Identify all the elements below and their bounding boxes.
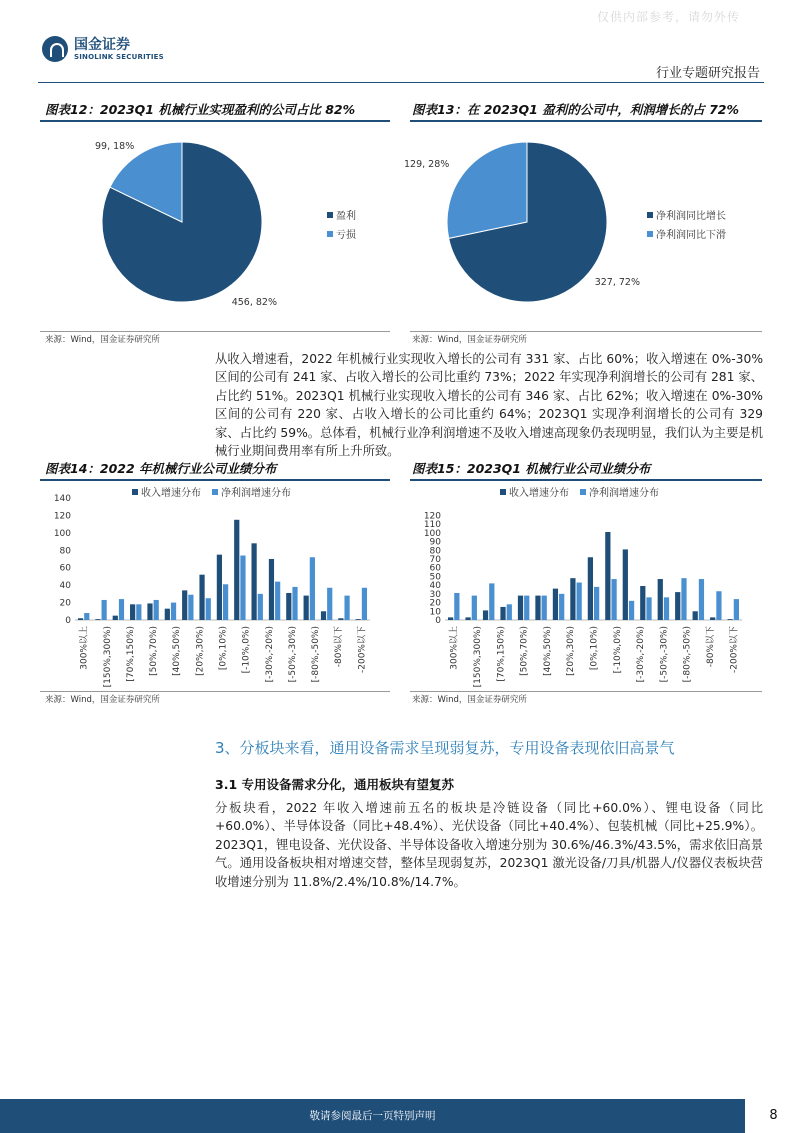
fig14-title: 图表14：2022 年机械行业公司业绩分布	[45, 461, 277, 476]
bar-0-11	[269, 559, 274, 620]
legend-label-0: 收入增速分布	[509, 488, 569, 499]
x-tick-label-10: [-80%,-50%)	[682, 626, 693, 683]
x-tick-label-4: [40%,50%)	[542, 626, 553, 676]
fig13-source: 来源：Wind，国金证券研究所	[412, 335, 527, 345]
bar-1-8	[223, 584, 228, 620]
x-tick-label-1: [150%,300%)	[102, 626, 113, 688]
fig14-bottom-rule	[40, 691, 390, 692]
bar-1-16	[362, 588, 367, 620]
bar-0-16	[728, 619, 733, 620]
bar-0-16	[356, 619, 361, 620]
bar-0-12	[658, 579, 663, 620]
sub-heading: 3.1 专用设备需求分化，通用板块有望复苏	[215, 777, 454, 792]
y-tick-label-10: 100	[423, 528, 441, 539]
bar-0-15	[710, 617, 715, 620]
x-tick-label-12: -200%以下	[729, 626, 740, 673]
y-tick-label-2: 20	[429, 598, 441, 609]
y-tick-label-9: 90	[429, 537, 441, 548]
pie-data-label-0: 327, 72%	[594, 277, 640, 288]
x-tick-label-2: [70%,150%)	[496, 626, 507, 682]
footer-disclaimer: 敬请参阅最后一页特别声明	[309, 1110, 436, 1122]
fig15-bottom-rule	[410, 691, 762, 692]
legend-label-1: 净利润同比下滑	[656, 230, 726, 241]
pie-slice-1	[447, 142, 527, 238]
fig15-bar-chart	[410, 481, 762, 690]
legend-swatch-1	[647, 231, 653, 237]
x-tick-label-2: [70%,150%)	[125, 626, 136, 682]
bar-0-13	[675, 592, 680, 620]
bar-1-0	[84, 613, 89, 620]
legend-label-0: 净利润同比增长	[656, 211, 726, 222]
bar-0-2	[113, 616, 118, 620]
x-tick-label-5: [20%,30%)	[195, 626, 206, 676]
bar-0-9	[234, 520, 239, 620]
bar-1-7	[577, 583, 582, 620]
y-tick-label-5: 50	[429, 572, 441, 583]
legend-swatch-1	[580, 489, 586, 495]
bar-0-7	[570, 578, 575, 620]
legend-swatch-0	[500, 489, 506, 495]
y-tick-label-3: 30	[429, 589, 441, 600]
legend-swatch-0	[647, 212, 653, 218]
fig12-source: 来源：Wind，国金证券研究所	[45, 335, 160, 345]
x-tick-label-12: -200%以下	[357, 626, 368, 673]
x-tick-label-4: [40%,50%)	[172, 626, 183, 676]
section-heading: 3、分板块来看，通用设备需求呈现弱复苏，专用设备表现依旧高景气	[215, 739, 675, 757]
bar-0-3	[130, 604, 135, 620]
bar-0-6	[182, 590, 187, 620]
watermark: 仅供内部参考，请勿外传	[596, 10, 740, 24]
x-tick-label-0: 300%以上	[449, 626, 460, 670]
bar-1-3	[136, 604, 141, 620]
bar-1-1	[472, 596, 477, 620]
bar-0-1	[95, 619, 100, 620]
legend-label-1: 亏损	[336, 230, 356, 241]
bar-1-10	[258, 594, 263, 620]
y-tick-label-5: 100	[53, 528, 71, 539]
report-type: 行业专题研究报告	[655, 66, 760, 81]
bar-0-9	[605, 532, 610, 620]
bar-0-8	[217, 555, 222, 620]
x-tick-label-7: [-10%,0%)	[612, 626, 623, 674]
bar-0-4	[147, 603, 152, 620]
legend-label-1: 净利润增速分布	[221, 488, 291, 499]
legend-label-0: 收入增速分布	[141, 488, 201, 499]
x-tick-label-7: [-10%,0%)	[241, 626, 252, 674]
bar-0-4	[518, 596, 523, 620]
bar-1-16	[734, 599, 739, 620]
fig15-title: 图表15：2023Q1 机械行业公司业绩分布	[412, 461, 651, 476]
bar-1-9	[611, 579, 616, 620]
y-tick-label-6: 120	[53, 511, 71, 522]
bar-0-6	[553, 589, 558, 620]
y-tick-label-3: 60	[59, 563, 71, 574]
bar-1-0	[454, 593, 459, 620]
bar-0-11	[640, 586, 645, 620]
bar-0-15	[338, 618, 343, 620]
y-tick-label-7: 70	[429, 555, 441, 565]
y-tick-label-1: 10	[429, 607, 441, 618]
bar-1-11	[646, 597, 651, 620]
logo-icon	[42, 36, 68, 62]
bar-1-2	[119, 599, 124, 620]
y-tick-label-4: 40	[429, 581, 441, 592]
fig13-pie-chart	[404, 122, 762, 330]
x-tick-label-1: [150%,300%)	[473, 626, 484, 688]
legend-swatch-1	[327, 231, 333, 237]
bar-1-14	[699, 579, 704, 620]
bar-1-10	[629, 601, 634, 620]
bar-0-12	[286, 593, 291, 620]
legend-swatch-1	[212, 489, 218, 495]
y-tick-label-2: 40	[59, 581, 71, 592]
bar-0-7	[199, 575, 204, 620]
fig14-bar-chart	[40, 481, 392, 690]
bar-1-13	[310, 557, 315, 620]
x-tick-label-10: [-80%,-50%)	[311, 626, 322, 683]
fig15-source: 来源：Wind，国金证券研究所	[412, 695, 527, 705]
x-tick-label-8: [-30%,-20%)	[264, 626, 275, 683]
bar-0-14	[693, 611, 698, 620]
legend-label-1: 净利润增速分布	[589, 488, 659, 499]
bar-1-7	[206, 598, 211, 620]
y-tick-label-11: 110	[423, 520, 441, 531]
fig12-title: 图表12：2023Q1 机械行业实现盈利的公司占比 82%	[45, 102, 356, 117]
fig14-source: 来源：Wind，国金证券研究所	[45, 695, 160, 705]
x-tick-label-6: [0%,10%)	[218, 626, 229, 671]
paragraph-1-text: 从收入增速看，2022 年机械行业实现收入增长的公司有 331 家、占比 60%；收入增速在 0%-30%区间的公司有 241 家、占收入增长的公司比重约 73%；2022 年实现净利润增长的公司有 281 家、占比约 51%。2023Q1 机械行业实现收入增长的公司有 346 家、占比 62%；收入增速在 0%-30%区间的公司有 220 家、占收入增长的公司比重约 64%；2023Q1 实现净利润增长的公司有 329 家、占比约 59%。总体看，机械行业净利润增速不及收入增速高现象仍表现明显，我们认为主要是机械行业期间费用率有所上升所致。	[215, 352, 763, 459]
bar-1-1	[102, 600, 107, 620]
y-tick-label-1: 20	[59, 598, 71, 609]
bar-1-15	[716, 591, 721, 620]
bar-1-14	[327, 588, 332, 620]
bar-0-0	[78, 618, 83, 620]
bar-1-12	[664, 597, 669, 620]
logo-en: SINOLINK SECURITIES	[74, 52, 164, 61]
body-paragraph-2	[215, 799, 763, 891]
y-tick-label-4: 80	[59, 546, 71, 557]
bar-0-10	[623, 549, 628, 620]
bar-0-3	[500, 607, 505, 620]
x-tick-label-5: [20%,30%)	[566, 626, 577, 676]
x-tick-label-11: -80%以下	[705, 626, 716, 668]
logo-cn: 国金证券	[74, 36, 130, 53]
y-tick-label-7: 140	[53, 494, 71, 504]
bar-0-2	[483, 610, 488, 620]
x-tick-label-0: 300%以上	[79, 626, 90, 670]
bar-1-6	[559, 594, 564, 620]
x-tick-label-3: [50%,70%)	[519, 626, 530, 676]
pie-data-label-1: 129, 28%	[404, 159, 450, 170]
legend-swatch-0	[132, 489, 138, 495]
bar-1-4	[154, 600, 159, 620]
bar-1-2	[489, 583, 494, 620]
x-tick-label-6: [0%,10%)	[589, 626, 600, 671]
bar-0-5	[535, 596, 540, 620]
y-tick-label-12: 120	[423, 511, 441, 522]
bar-0-1	[465, 617, 470, 620]
bar-0-14	[321, 611, 326, 620]
bar-1-12	[292, 587, 297, 620]
x-tick-label-11: -80%以下	[334, 626, 345, 668]
bar-0-5	[165, 609, 170, 620]
paragraph-2-text: 分板块看，2022 年收入增速前五名的板块是冷链设备（同比+60.0%）、锂电设备（同比+60.0%）、半导体设备（同比+48.4%）、光伏设备（同比+40.4%）、包装机械（同比+25.9%）。2023Q1，锂电设备、光伏设备、半导体设备收入增速分别为 30.6%/46.3%/43.5%，需求依旧高景气。通用设备板块相对增速交替，整体呈现弱复苏，2023Q1 激光设备/刀具/机器人/仪器仪表板块营收增速分别为 11.8%/2.4%/10.8%/14.7%。	[215, 801, 763, 889]
fig12-bottom-rule	[40, 331, 390, 332]
body-paragraph-1	[215, 350, 763, 460]
bar-1-6	[188, 595, 193, 620]
bar-1-15	[344, 596, 349, 620]
fig13-title: 图表13：在 2023Q1 盈利的公司中，利润增长的占 72%	[412, 102, 739, 117]
bar-1-11	[275, 582, 280, 620]
y-tick-label-6: 60	[429, 563, 441, 574]
bar-1-5	[542, 596, 547, 620]
bar-0-10	[252, 543, 257, 620]
bar-0-13	[304, 596, 309, 620]
legend-swatch-0	[327, 212, 333, 218]
page-number: 8	[769, 1108, 778, 1123]
bar-1-8	[594, 587, 599, 620]
pie-data-label-1: 99, 18%	[95, 141, 135, 152]
header-rule	[38, 82, 764, 83]
bar-1-4	[524, 596, 529, 620]
legend-label-0: 盈利	[336, 211, 356, 222]
x-tick-label-3: [50%,70%)	[149, 626, 160, 676]
y-tick-label-8: 80	[429, 546, 441, 557]
fig12-pie-chart	[40, 122, 392, 330]
y-tick-label-0: 0	[65, 616, 71, 626]
bar-0-0	[448, 617, 453, 620]
bar-1-5	[171, 603, 176, 620]
pie-data-label-0: 456, 82%	[231, 297, 277, 308]
x-tick-label-8: [-30%,-20%)	[636, 626, 647, 683]
bar-1-9	[240, 556, 245, 620]
bar-0-8	[588, 557, 593, 620]
x-tick-label-9: [-50%,-30%)	[287, 626, 298, 683]
x-tick-label-9: [-50%,-30%)	[659, 626, 670, 683]
company-logo	[42, 36, 164, 62]
bar-1-3	[507, 604, 512, 620]
fig13-bottom-rule	[410, 331, 762, 332]
y-tick-label-0: 0	[435, 616, 441, 626]
bar-1-13	[681, 578, 686, 620]
